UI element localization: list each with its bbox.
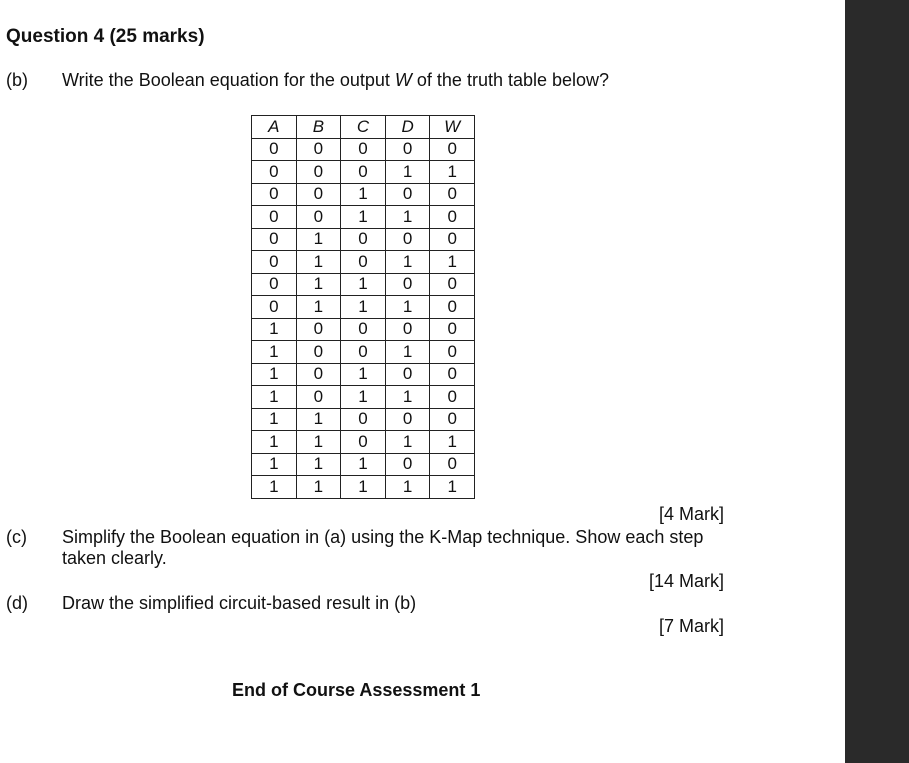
part-c-label: (c) xyxy=(6,527,27,547)
table-cell: 0 xyxy=(430,138,475,161)
table-cell: 0 xyxy=(252,161,297,184)
table-row xyxy=(252,363,475,386)
table-cell: 0 xyxy=(430,408,475,431)
table-cell: 1 xyxy=(252,363,297,386)
truth-table xyxy=(251,115,475,499)
table-cell: 0 xyxy=(341,341,386,364)
table-cell: 1 xyxy=(252,341,297,364)
table-cell: 1 xyxy=(296,453,341,476)
table-cell: 0 xyxy=(252,273,297,296)
table-cell: 0 xyxy=(341,431,386,454)
table-cell: 0 xyxy=(430,228,475,251)
table-cell: 0 xyxy=(252,251,297,274)
table-cell: 1 xyxy=(252,453,297,476)
table-cell: 0 xyxy=(385,453,430,476)
part-d-text: Draw the simplified circuit-based result in (b) xyxy=(62,593,417,613)
table-cell: 1 xyxy=(252,318,297,341)
part-b-mark: [4 Mark] xyxy=(658,504,724,524)
table-cell: 0 xyxy=(341,251,386,274)
part-b-text-after: of the truth table below? xyxy=(411,70,610,90)
table-row xyxy=(252,476,475,499)
table-row xyxy=(252,138,475,161)
column-header-w: W xyxy=(430,116,475,139)
table-cell: 0 xyxy=(252,183,297,206)
table-row xyxy=(252,296,475,319)
table-cell: 0 xyxy=(430,318,475,341)
table-cell: 0 xyxy=(296,363,341,386)
part-b-variable: W xyxy=(394,70,412,90)
table-row xyxy=(252,228,475,251)
table-cell: 1 xyxy=(252,476,297,499)
table-cell: 0 xyxy=(341,408,386,431)
table-cell: 0 xyxy=(341,318,386,341)
table-cell: 1 xyxy=(252,386,297,409)
table-cell: 1 xyxy=(430,431,475,454)
table-row xyxy=(252,431,475,454)
table-cell: 0 xyxy=(296,341,341,364)
table-cell: 0 xyxy=(296,183,341,206)
table-cell: 0 xyxy=(296,161,341,184)
table-cell: 0 xyxy=(385,363,430,386)
table-cell: 1 xyxy=(341,363,386,386)
column-header-c: C xyxy=(341,116,386,139)
table-cell: 1 xyxy=(296,251,341,274)
table-cell: 0 xyxy=(430,453,475,476)
table-cell: 0 xyxy=(430,386,475,409)
table-cell: 0 xyxy=(385,138,430,161)
table-cell: 0 xyxy=(385,408,430,431)
table-cell: 1 xyxy=(296,273,341,296)
table-row xyxy=(252,386,475,409)
part-d-mark: [7 Mark] xyxy=(658,616,724,636)
table-cell: 0 xyxy=(430,341,475,364)
table-cell: 1 xyxy=(430,251,475,274)
table-cell: 0 xyxy=(430,296,475,319)
column-header-b: B xyxy=(296,116,341,139)
table-cell: 0 xyxy=(252,296,297,319)
table-cell: 1 xyxy=(341,453,386,476)
part-c-mark: [14 Mark] xyxy=(648,571,724,591)
table-cell: 0 xyxy=(296,206,341,229)
table-cell: 0 xyxy=(296,386,341,409)
table-cell: 0 xyxy=(252,206,297,229)
table-cell: 1 xyxy=(341,296,386,319)
table-cell: 0 xyxy=(430,183,475,206)
table-cell: 0 xyxy=(385,228,430,251)
table-cell: 1 xyxy=(252,408,297,431)
part-d-label: (d) xyxy=(6,593,28,613)
table-cell: 0 xyxy=(430,273,475,296)
table-row xyxy=(252,341,475,364)
table-cell: 0 xyxy=(430,206,475,229)
table-cell: 1 xyxy=(296,476,341,499)
table-row xyxy=(252,408,475,431)
table-cell: 1 xyxy=(385,431,430,454)
table-cell: 1 xyxy=(341,386,386,409)
table-cell: 1 xyxy=(385,296,430,319)
table-cell: 1 xyxy=(385,206,430,229)
right-dark-panel xyxy=(845,0,909,763)
end-of-assessment: End of Course Assessment 1 xyxy=(232,680,481,700)
table-cell: 0 xyxy=(385,183,430,206)
table-cell: 1 xyxy=(430,161,475,184)
table-row xyxy=(252,161,475,184)
table-cell: 1 xyxy=(385,251,430,274)
table-cell: 1 xyxy=(296,228,341,251)
part-c-text: Simplify the Boolean equation in (a) using the K-Map technique. Show each step taken clearly. xyxy=(62,527,704,568)
table-row xyxy=(252,318,475,341)
table-cell: 1 xyxy=(341,206,386,229)
table-cell: 1 xyxy=(341,273,386,296)
table-cell: 1 xyxy=(385,386,430,409)
table-cell: 1 xyxy=(430,476,475,499)
table-cell: 0 xyxy=(296,138,341,161)
table-cell: 1 xyxy=(385,476,430,499)
table-cell: 0 xyxy=(252,228,297,251)
table-cell: 1 xyxy=(385,341,430,364)
table-cell: 1 xyxy=(296,431,341,454)
table-cell: 1 xyxy=(341,183,386,206)
table-cell: 0 xyxy=(341,138,386,161)
table-row xyxy=(252,183,475,206)
table-row xyxy=(252,453,475,476)
part-b-text-before: Write the Boolean equation for the output xyxy=(62,70,395,90)
table-cell: 0 xyxy=(385,318,430,341)
table-cell: 1 xyxy=(296,296,341,319)
question-title: Question 4 (25 marks) xyxy=(6,26,205,47)
table-cell: 0 xyxy=(385,273,430,296)
column-header-d: D xyxy=(385,116,430,139)
column-header-a: A xyxy=(252,116,297,139)
table-cell: 1 xyxy=(252,431,297,454)
table-cell: 0 xyxy=(341,228,386,251)
table-cell: 1 xyxy=(385,161,430,184)
table-cell: 0 xyxy=(252,138,297,161)
table-cell: 0 xyxy=(296,318,341,341)
table-cell: 0 xyxy=(430,363,475,386)
part-b-text xyxy=(62,70,609,91)
truth-table-header-row xyxy=(252,116,475,139)
table-cell: 0 xyxy=(341,161,386,184)
table-row xyxy=(252,273,475,296)
table-row xyxy=(252,251,475,274)
truth-table-body xyxy=(252,138,475,498)
table-row xyxy=(252,206,475,229)
part-b-label: (b) xyxy=(6,70,28,90)
table-cell: 1 xyxy=(296,408,341,431)
table-cell: 1 xyxy=(341,476,386,499)
